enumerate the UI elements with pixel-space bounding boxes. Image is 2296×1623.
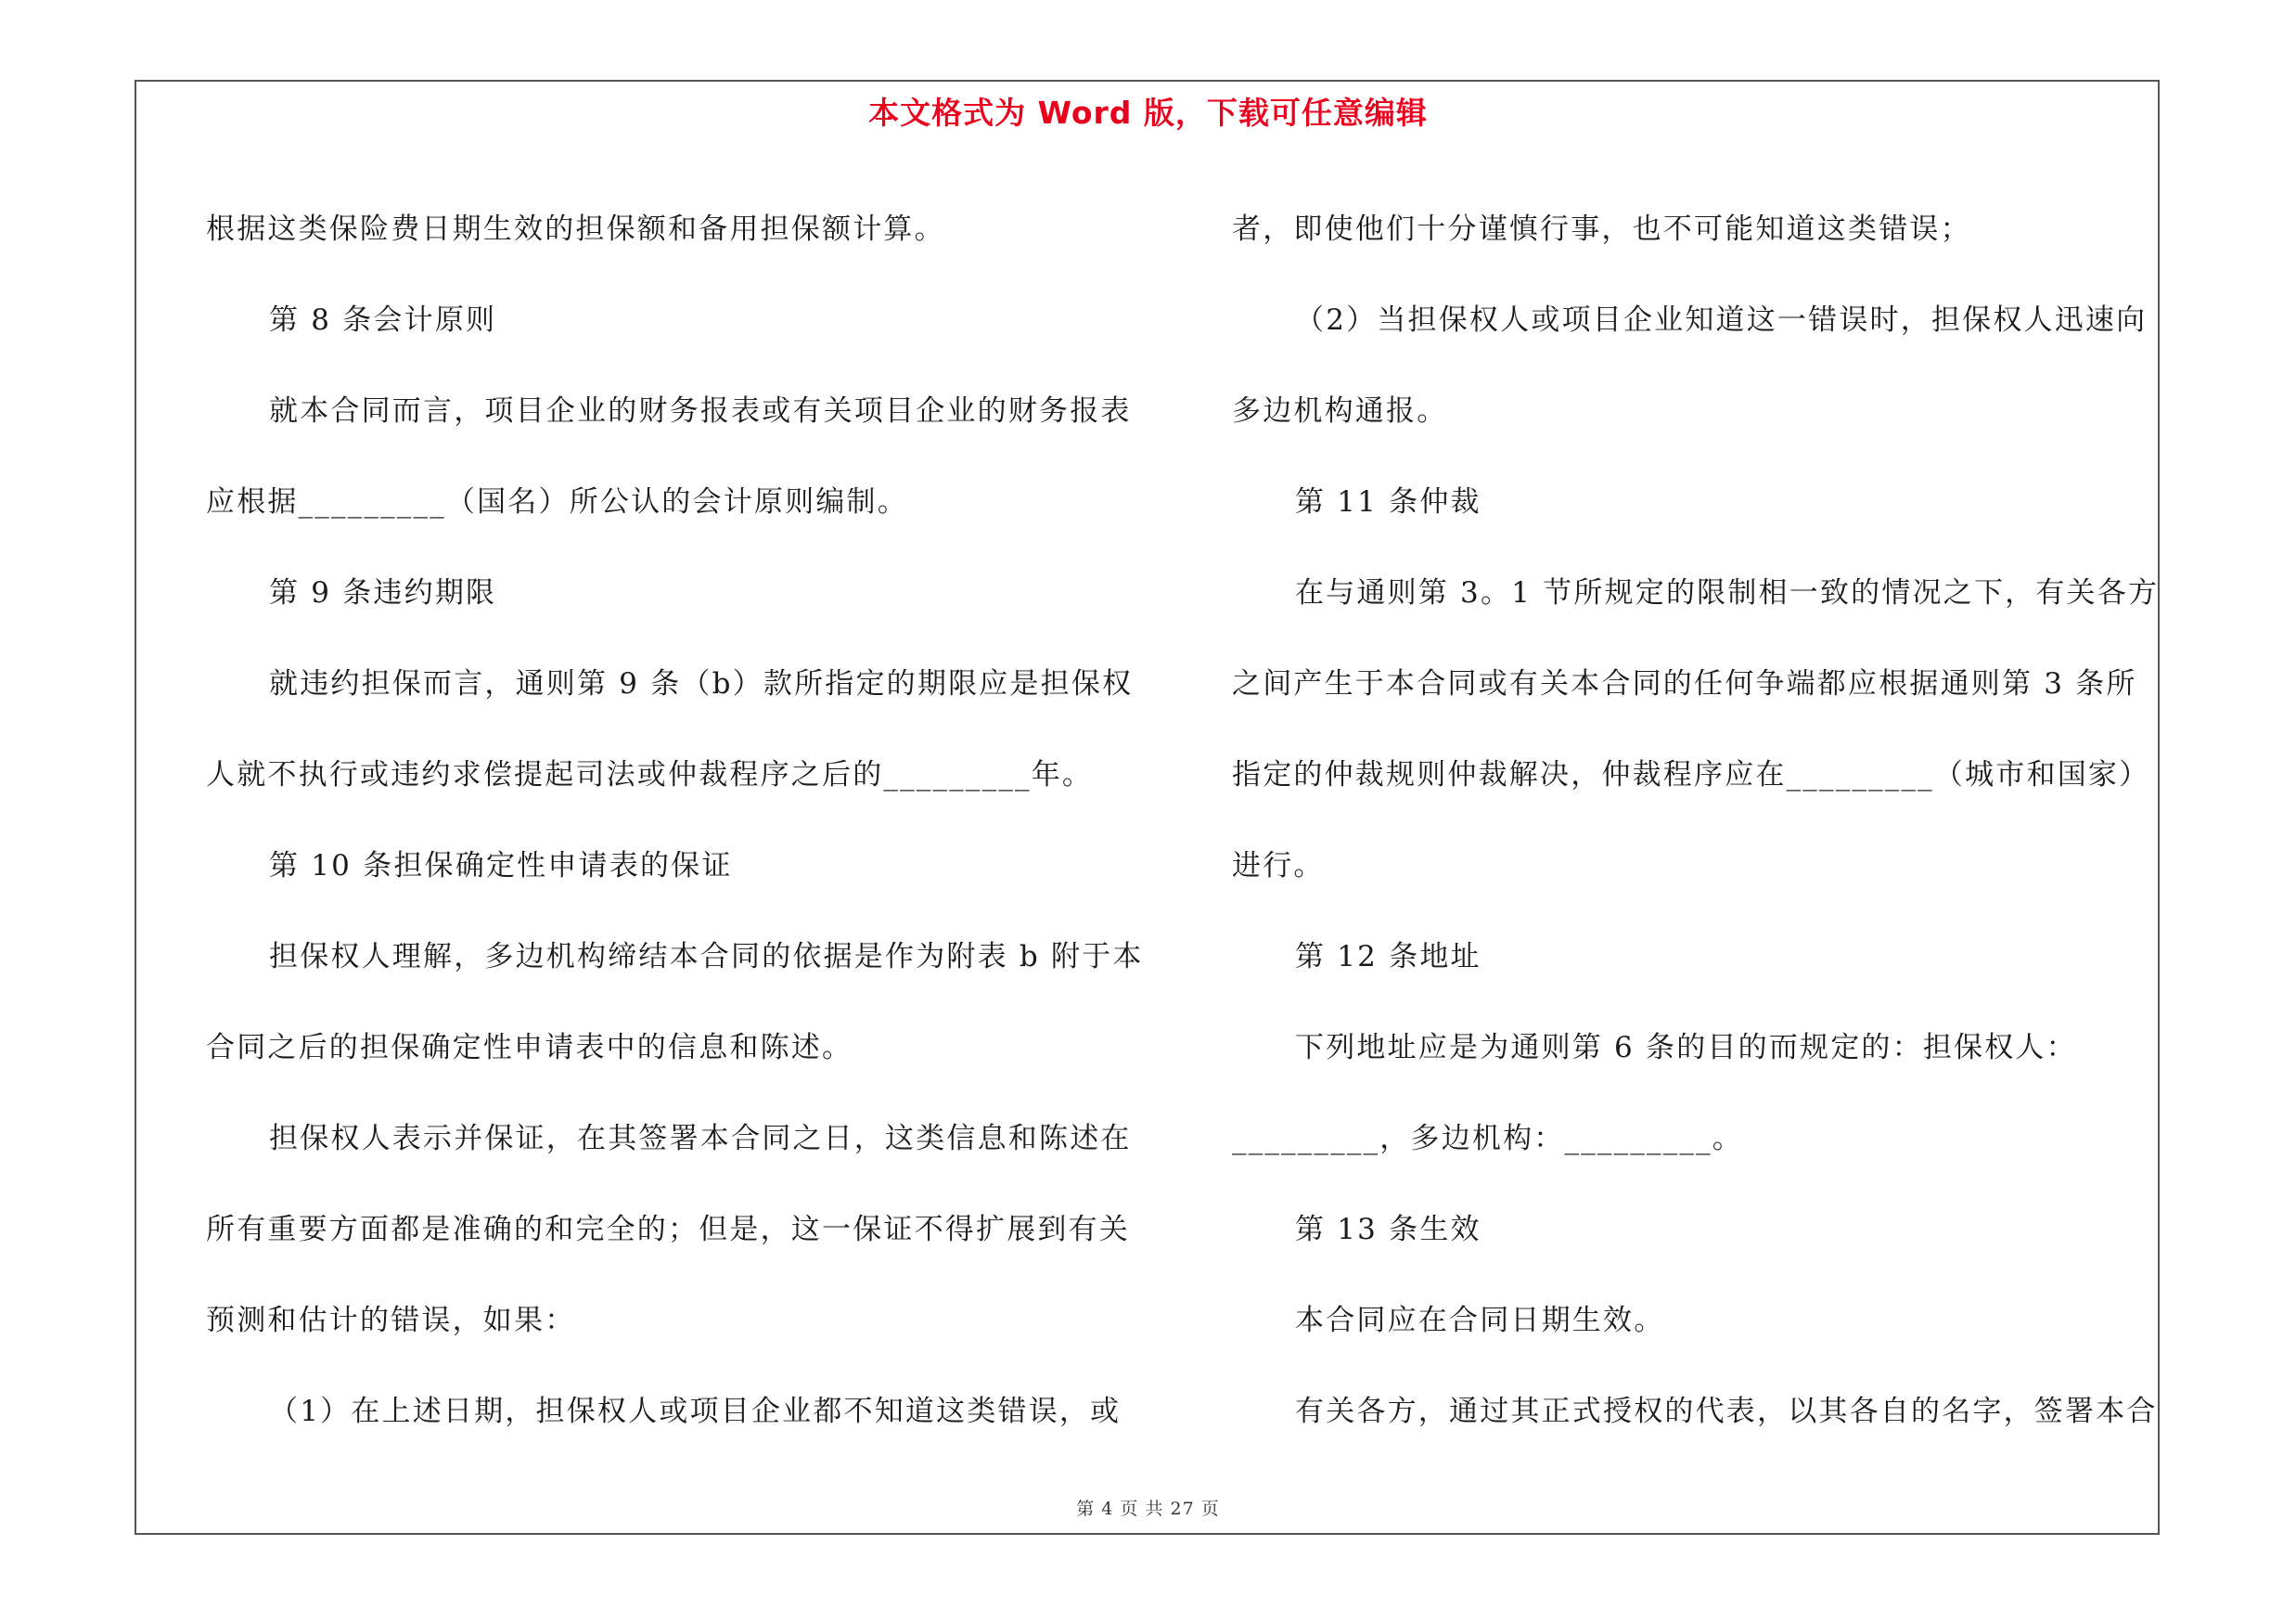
- text-line: 第 13 条生效: [1295, 1213, 1481, 1246]
- format-banner: 本文格式为 Word 版，下载可任意编辑: [868, 95, 1428, 131]
- text-line: 指定的仲裁规则仲裁解决，仲裁程序应在_________（城市和国家）: [1232, 758, 2150, 792]
- text-line: 有关各方，通过其正式授权的代表，以其各自的名字，签署本合: [1295, 1395, 2158, 1428]
- text-line: 担保权人理解，多边机构缔结本合同的依据是作为附表 b 附于本: [269, 940, 1144, 973]
- text-line: 预测和估计的错误，如果：: [206, 1304, 576, 1337]
- text-line: 合同之后的担保确定性申请表中的信息和陈述。: [206, 1031, 853, 1064]
- text-line: _________，多边机构：_________。: [1232, 1122, 1743, 1155]
- text-line: 就违约担保而言，通则第 9 条（b）款所指定的期限应是担保权: [269, 667, 1134, 701]
- text-line: 多边机构通报。: [1232, 394, 1448, 428]
- text-line: 人就不执行或违约求偿提起司法或仲裁程序之后的_________年。: [206, 758, 1094, 792]
- text-line: 进行。: [1232, 849, 1325, 882]
- text-line: 就本合同而言，项目企业的财务报表或有关项目企业的财务报表: [269, 394, 1132, 428]
- text-line: 第 12 条地址: [1295, 940, 1481, 973]
- left-text-column: [206, 184, 1144, 1457]
- text-line: 所有重要方面都是准确的和完全的；但是，这一保证不得扩展到有关: [206, 1213, 1130, 1246]
- text-line: 应根据_________（国名）所公认的会计原则编制。: [206, 485, 908, 519]
- text-line: 第 8 条会计原则: [269, 303, 497, 337]
- text-line: 第 11 条仲裁: [1295, 485, 1481, 519]
- text-line: （1）在上述日期，担保权人或项目企业都不知道这类错误，或: [269, 1395, 1122, 1428]
- text-line: （2）当担保权人或项目企业知道这一错误时，担保权人迅速向: [1295, 303, 2148, 337]
- text-line: 之间产生于本合同或有关本合同的任何争端都应根据通则第 3 条所: [1232, 667, 2137, 701]
- text-line: 本合同应在合同日期生效。: [1295, 1304, 1665, 1337]
- text-line: 第 10 条担保确定性申请表的保证: [269, 849, 733, 882]
- text-line: 下列地址应是为通则第 6 条的目的而规定的：担保权人：: [1295, 1031, 2077, 1064]
- text-line: 第 9 条违约期限: [269, 576, 497, 610]
- text-line: 者，即使他们十分谨慎行事，也不可能知道这类错误；: [1232, 213, 1971, 246]
- text-line: 担保权人表示并保证，在其签署本合同之日，这类信息和陈述在: [269, 1122, 1132, 1155]
- right-text-column: [1232, 184, 2160, 1457]
- page-footer: 第 4 页 共 27 页: [1076, 1499, 1220, 1519]
- text-line: 根据这类保险费日期生效的担保额和备用担保额计算。: [206, 213, 945, 246]
- text-line: 在与通则第 3。1 节所规定的限制相一致的情况之下，有关各方: [1295, 576, 2160, 610]
